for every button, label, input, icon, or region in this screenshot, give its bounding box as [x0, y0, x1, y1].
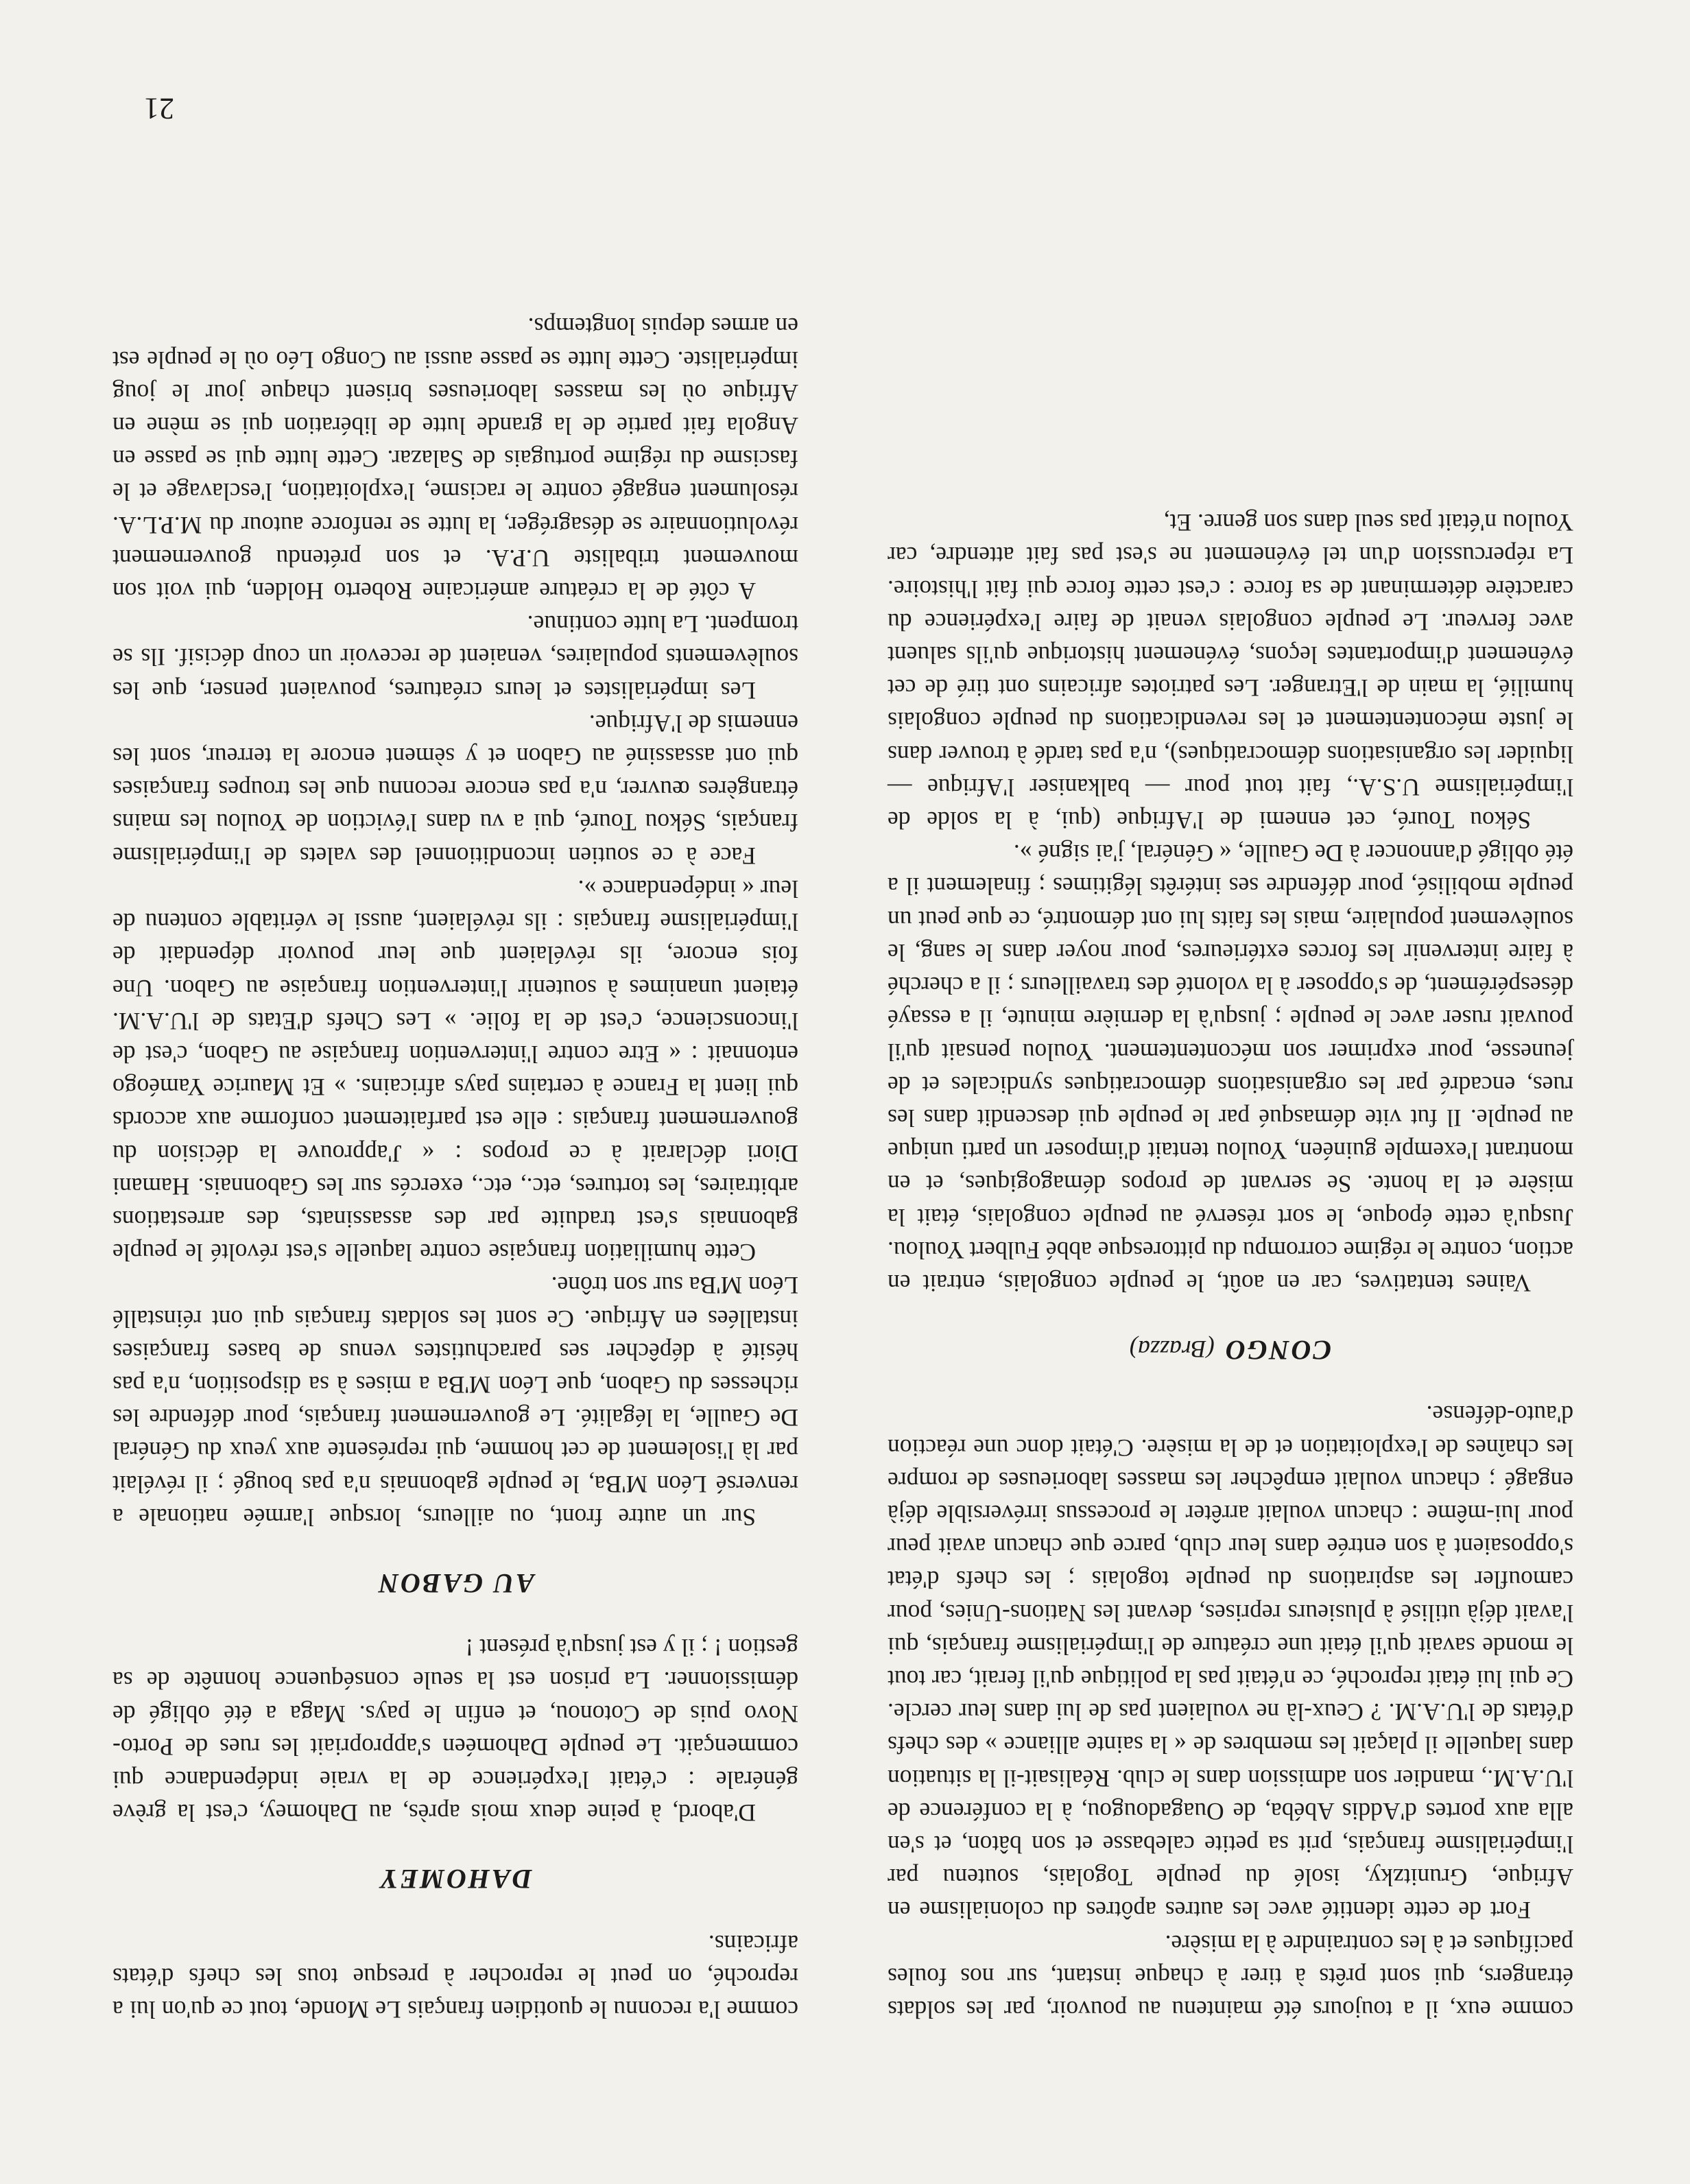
paragraph: A côté de la créature américaine Roberto Holden, qui voit son mouvement tribaliste U.P.A. et son prétendu gouvernement révolutionnaire se désagréger, la lutte se renforce autour du M.P.L.A. résolument engagé contre le racisme, l'exploitation, l'esclavage et le fascisme du régime portugais de Salazar. Cette lutte qui se passe en Angola fait partie de la grande lutte de libération qui se mène en Afrique où les masses laborieuses brisent chaque jour le joug impérialiste. Cette lutte se passe aussi au Congo Léo où le peuple est en armes depuis longtemps.	[112, 313, 798, 606]
heading-subtitle: (Brazza)	[1129, 1336, 1215, 1364]
page-number: 21	[144, 92, 174, 126]
paragraph: comme eux, il a toujours été maintenu au pouvoir, par les soldats étrangers, qui sont prêts à tirer à chaque instant, sur nos foules pacifiques et à les contraindre à la misère.	[888, 1930, 1573, 2023]
paragraph: Les impérialistes et leurs créatures, pouvaient penser, que les soulèvements populaires, venaient de recevoir un coup décisif. Ils se trompent. La lutte continue.	[112, 610, 798, 704]
paragraph: Sékou Touré, cet ennemi de l'Afrique (qui, à la solde de l'impérialisme U.S.A., fait tout pour — balkaniser l'Afrique — liquider les organisations démocratiques), n'a pas tardé à trouver dans le juste mécontentement et les revendications du peuple congolais humilié, la main de l'Etranger. Les patriotes africains ont tiré de cet événement d'importantes leçons, événement historique qu'ils saluent avec ferveur. Le peuple congolais venait de faire l'expérience du caractère déterminant de sa force : c'est cette force qui fait l'histoire. La répercussion d'un tel événement ne s'est pas fait attendre, car Youlou n'était pas seul dans son genre. Et,	[888, 509, 1573, 835]
heading-text: CONGO	[1223, 1335, 1332, 1366]
right-column	[112, 310, 798, 2026]
section-heading-congo	[888, 1333, 1573, 1366]
left-column	[888, 506, 1573, 2026]
paragraph: Sur un autre front, ou ailleurs, lorsque l'armée nationale a renversé Léon M'Ba, le peuple gabonnais n'a pas bougé ; il révélait par là l'isolement de cet homme, qui représente aux yeux du Général De Gaulle, la légalité. Le gouvernement français, pour défendre les richesses du Gabon, que Léon M'Ba a mises à sa disposition, n'a pas hésité à dépêcher ses parachutistes venus de bases françaises installées en Afrique. Ce sont les soldats français qui ont réinstallé Léon M'Ba sur son trône.	[112, 1272, 798, 1531]
paragraph: Fort de cette identité avec les autres apôtres du colonialisme en Afrique, Grunitzky, isolé du peuple Togolais, soutenu par l'impérialisme français, prit sa petite calebasse et son bâton, et s'en alla aux portes d'Addis Abéba, de Ouagadougou, à la conférence de l'U.A.M., mandier son admission dans le club. Réalisait-il la situation dans laquelle il plaçait les membres de « la sainte alliance » des chefs d'états de l'U.A.M. ? Ceux-là ne voulaient pas de lui dans leur cercle. Ce qui lui était reproché, ce n'était pas la politique qu'il ferait, car tout le monde savait qu'il était une créature de l'impérialisme français, qui l'avait déjà utilisé à plusieurs reprises, devant les Nations-Unies, pour camoufler les aspirations du peuple togolais ; les chefs d'état s'opposaient à son entrée dans leur club, parce que chacun avait peur pour lui-même : chacun voulait arrêter le processus irréversible déjà engagé ; chacun voulait empêcher les masses laborieuses de rompre les chaînes de l'exploitation et de la misère. C'était donc une réaction d'auto-défense.	[888, 1401, 1573, 1925]
paragraph: comme l'a reconnu le quotidien français Le Monde, tout ce qu'on lui a reproché, on peut le reprocher à presque tous les chefs d'états africains.	[112, 1930, 798, 2023]
paragraph: Vaines tentatives, car en août, le peuple congolais, entrait en action, contre le régime corrompu du pittoresque abbé Fulbert Youlou. Jusqu'à cette époque, le sort réservé au peuple congolais, était la misère et la honte. Se servant de propos démagogiques, et en montrant l'exemple guinéen, Youlou tentait d'imposer un parti unique au peuple. Il fut vite démasqué par le peuple qui descendit dans les rues, encadré par les organisations démocratiques syndicales et de jeunesse, pour exprimer son mécontentement. Youlou pensait qu'il pouvait ruser avec le peuple ; jusqu'à la dernière minute, il a essayé désespérément, de s'opposer à la volonté des travailleurs ; il a cherché à faire intervenir les forces extérieures, pour noyer dans le sang, le soulèvement populaire, mais les faits lui ont démontré, ce que peut un peuple mobilisé, pour défendre ses intérêts légitimes ; finalement il a été obligé d'annoncer à De Gaulle, « Général, j'ai signé ».	[888, 840, 1573, 1297]
paragraph: Face à ce soutien inconditionnel des valets de l'impérialisme français, Sékou Touré, qui a vu dans l'éviction de Youlou les mains étrangères œuvrer, n'a pas encore reconnu que les troupes françaises qui ont assassiné au Gabon et y sèment encore la terreur, sont les ennemis de l'Afrique.	[112, 709, 798, 870]
section-heading-gabon: AU GABON	[377, 1567, 534, 1599]
paragraph: Cette humiliation française contre laquelle s'est révolté le peuple gabonnais s'est traduite par des assassinats, des arrestations arbitraires, les tortures, etc., etc., exercés sur les Gabonnais. Hamani Diori déclarait à ce propos : « J'approuve la décision du gouvernement français : elle est parfaitement conforme aux accords qui lient la France à certains pays africains. » Et Maurice Yaméogo entonnait : « Etre contre l'intervention française au Gabon, c'est de l'inconscience, c'est de la folie. » Les Chefs d'Etats de l'U.A.M. étaient unanimes à soutenir l'intervention française au Gabon. Une fois encore, ils révélaient que leur pouvoir dépendait de l'impérialisme français : ils révélaient, aussi le véritable contenu de leur « indépendance ».	[112, 875, 798, 1267]
section-heading-dahomey: DAHOMEY	[379, 1864, 532, 1895]
paragraph: D'abord, à peine deux mois après, au Dahomey, c'est la grève générale : c'était l'expérience de la vraie indépendance qui commençait. Le peuple Dahoméen s'appropriait les rues de Porto-Novo puis de Cotonou, et enfin le pays. Maga a été obligé de démissionner. La prison est la seule conséquence honnête de sa gestion ! ; il y est jusqu'à présent !	[112, 1634, 798, 1827]
